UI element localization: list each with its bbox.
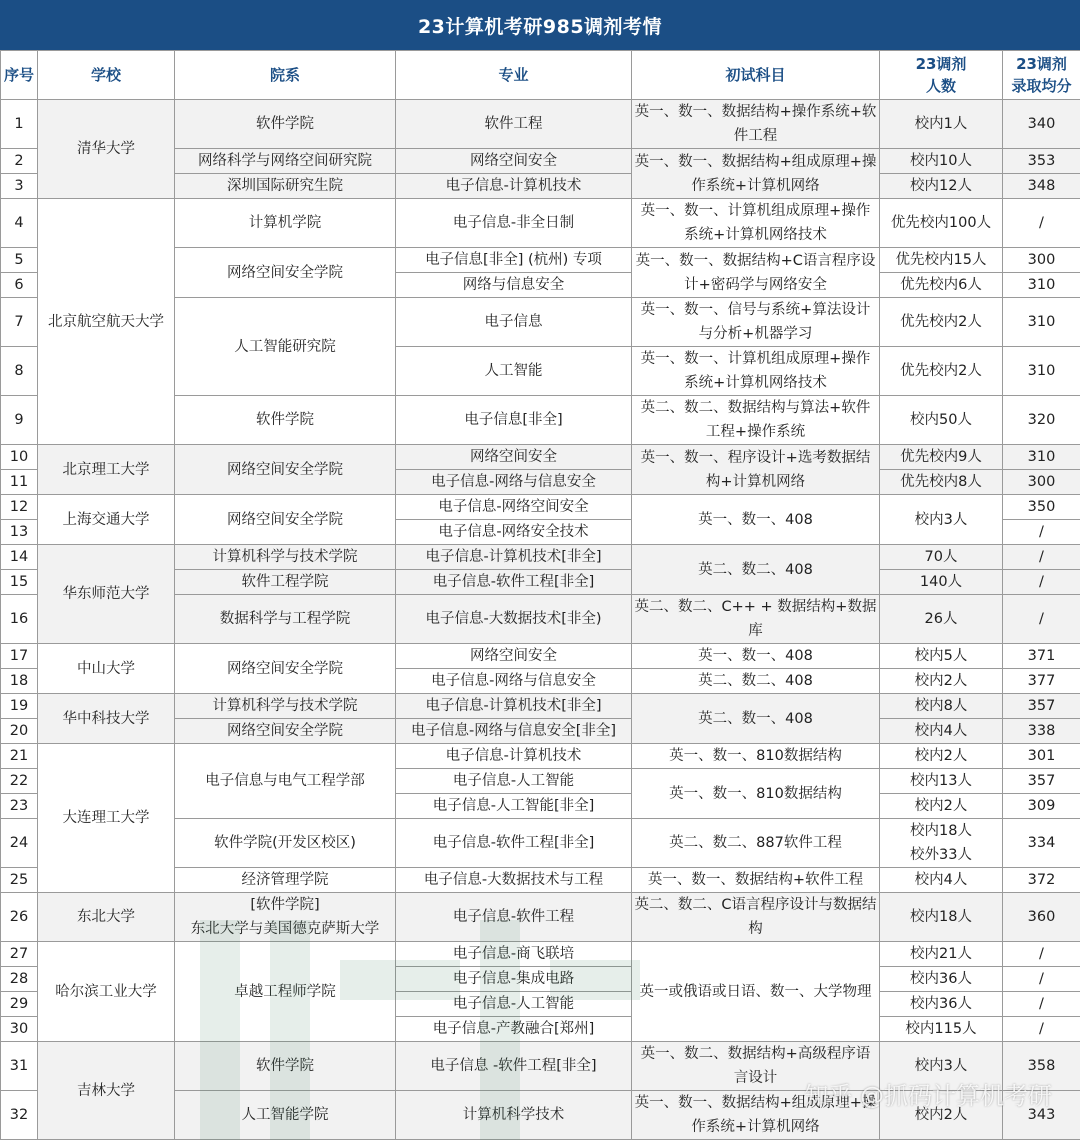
row-no: 18 xyxy=(1,669,38,694)
major-cell: 电子信息 -软件工程[非全] xyxy=(396,1042,632,1091)
subjects-cell: 英一、数一、计算机组成原理+操作系统+计算机网络技术 xyxy=(632,347,880,396)
dept-cell: 网络空间安全学院 xyxy=(175,445,396,495)
school-cell: 吉林大学 xyxy=(38,1042,175,1140)
row-no: 29 xyxy=(1,992,38,1017)
subjects-cell: 英一、数一、信号与系统+算法设计与分析+机器学习 xyxy=(632,298,880,347)
score-cell: / xyxy=(1003,570,1080,595)
score-cell: / xyxy=(1003,199,1080,248)
count-cell: 校内3人 xyxy=(880,1042,1003,1091)
major-cell: 电子信息-网络安全技术 xyxy=(396,520,632,545)
dept-cell: 计算机科学与技术学院 xyxy=(175,545,396,570)
subjects-cell: 英一、数一、810数据结构 xyxy=(632,744,880,769)
count-cell: 校内13人 xyxy=(880,769,1003,794)
major-cell: 电子信息-大数据技术[非全) xyxy=(396,595,632,644)
score-cell: 343 xyxy=(1003,1091,1080,1140)
row-no: 2 xyxy=(1,149,38,174)
table-header-row xyxy=(1,51,1080,100)
dept-cell: 软件学院 xyxy=(175,100,396,149)
dept-cell: 人工智能研究院 xyxy=(175,298,396,396)
school-cell: 北京理工大学 xyxy=(38,445,175,495)
row-no: 19 xyxy=(1,694,38,719)
score-cell: 348 xyxy=(1003,174,1080,199)
major-cell: 计算机科学技术 xyxy=(396,1091,632,1140)
score-cell: / xyxy=(1003,967,1080,992)
count-cell: 校内4人 xyxy=(880,719,1003,744)
count-cell: 校内2人 xyxy=(880,669,1003,694)
subjects-cell: 英一、数一、810数据结构 xyxy=(632,769,880,819)
major-cell: 人工智能 xyxy=(396,347,632,396)
dept-cell: 网络空间安全学院 xyxy=(175,719,396,744)
score-cell: 338 xyxy=(1003,719,1080,744)
header-count xyxy=(880,51,1003,100)
major-cell: 电子信息-软件工程[非全] xyxy=(396,570,632,595)
count-cell: 优先校内6人 xyxy=(880,273,1003,298)
row-no: 20 xyxy=(1,719,38,744)
row-no: 13 xyxy=(1,520,38,545)
major-cell: 电子信息[非全] xyxy=(396,396,632,445)
score-cell: / xyxy=(1003,545,1080,570)
score-cell: / xyxy=(1003,520,1080,545)
table-row xyxy=(1,893,1080,942)
subjects-cell: 英一、数一、数据结构+软件工程 xyxy=(632,868,880,893)
row-no: 25 xyxy=(1,868,38,893)
major-cell: 电子信息-软件工程 xyxy=(396,893,632,942)
table-row xyxy=(1,644,1080,669)
score-cell: 353 xyxy=(1003,149,1080,174)
row-no: 15 xyxy=(1,570,38,595)
row-no: 8 xyxy=(1,347,38,396)
row-no: 9 xyxy=(1,396,38,445)
count-cell: 校内3人 xyxy=(880,495,1003,545)
count-cell: 校内36人 xyxy=(880,967,1003,992)
score-cell: 320 xyxy=(1003,396,1080,445)
score-cell: 310 xyxy=(1003,298,1080,347)
count-cell: 70人 xyxy=(880,545,1003,570)
dept-cell: 电子信息与电气工程学部 xyxy=(175,744,396,819)
subjects-cell: 英二、数二、408 xyxy=(632,545,880,595)
count-cell: 校内2人 xyxy=(880,794,1003,819)
subjects-cell: 英一、数一、计算机组成原理+操作系统+计算机网络技术 xyxy=(632,199,880,248)
dept-cell: 人工智能学院 xyxy=(175,1091,396,1140)
score-cell: 357 xyxy=(1003,694,1080,719)
score-cell: 340 xyxy=(1003,100,1080,149)
score-cell: 350 xyxy=(1003,495,1080,520)
dept-cell: 软件学院 xyxy=(175,396,396,445)
count-cell: 校内2人 xyxy=(880,1091,1003,1140)
count-cell: 校内12人 xyxy=(880,174,1003,199)
count-cell: 校内5人 xyxy=(880,644,1003,669)
school-cell: 大连理工大学 xyxy=(38,744,175,893)
row-no: 10 xyxy=(1,445,38,470)
row-no: 26 xyxy=(1,893,38,942)
dept-cell: 网络空间安全学院 xyxy=(175,495,396,545)
header-no: 序号 xyxy=(1,51,38,100)
major-cell: 电子信息-计算机技术 xyxy=(396,744,632,769)
school-cell: 华东师范大学 xyxy=(38,545,175,644)
dept-cell: 软件学院 xyxy=(175,1042,396,1091)
dept-cell: 软件工程学院 xyxy=(175,570,396,595)
subjects-cell: 英一或俄语或日语、数一、大学物理 xyxy=(632,942,880,1042)
count-cell: 优先校内15人 xyxy=(880,248,1003,273)
row-no: 21 xyxy=(1,744,38,769)
major-cell: 电子信息-大数据技术与工程 xyxy=(396,868,632,893)
count-cell: 校内36人 xyxy=(880,992,1003,1017)
row-no: 23 xyxy=(1,794,38,819)
subjects-cell: 英二、数二、数据结构与算法+软件工程+操作系统 xyxy=(632,396,880,445)
major-cell: 软件工程 xyxy=(396,100,632,149)
row-no: 4 xyxy=(1,199,38,248)
table-row xyxy=(1,445,1080,470)
count-cell: 140人 xyxy=(880,570,1003,595)
row-no: 17 xyxy=(1,644,38,669)
school-cell: 中山大学 xyxy=(38,644,175,694)
major-cell: 电子信息-网络空间安全 xyxy=(396,495,632,520)
row-no: 1 xyxy=(1,100,38,149)
header-score-line1: 23调剂 xyxy=(1016,55,1067,73)
subjects-cell: 英二、数二、408 xyxy=(632,669,880,694)
major-cell: 电子信息-计算机技术 xyxy=(396,174,632,199)
major-cell: 电子信息-集成电路 xyxy=(396,967,632,992)
count-cell xyxy=(880,819,1003,868)
count-cell: 校内4人 xyxy=(880,868,1003,893)
subjects-cell: 英一、数一、数据结构+组成原理+操作系统+计算机网络 xyxy=(632,149,880,199)
subjects-cell: 英一、数一、程序设计+选考数据结构+计算机网络 xyxy=(632,445,880,495)
subjects-cell: 英一、数一、数据结构+C语言程序设计+密码学与网络安全 xyxy=(632,248,880,298)
score-cell: 377 xyxy=(1003,669,1080,694)
row-no: 7 xyxy=(1,298,38,347)
major-cell: 电子信息-人工智能 xyxy=(396,769,632,794)
count-cell: 校内21人 xyxy=(880,942,1003,967)
score-cell: 334 xyxy=(1003,819,1080,868)
major-cell: 电子信息-网络与信息安全[非全] xyxy=(396,719,632,744)
count-cell: 校内115人 xyxy=(880,1017,1003,1042)
school-cell: 东北大学 xyxy=(38,893,175,942)
row-no: 11 xyxy=(1,470,38,495)
score-cell: 309 xyxy=(1003,794,1080,819)
table-row xyxy=(1,199,1080,248)
header-dept: 院系 xyxy=(175,51,396,100)
table-row xyxy=(1,694,1080,719)
major-cell: 电子信息 xyxy=(396,298,632,347)
row-no: 24 xyxy=(1,819,38,868)
count-line1: 校内18人 xyxy=(910,823,972,839)
subjects-cell: 英一、数二、数据结构+高级程序语言设计 xyxy=(632,1042,880,1091)
count-cell: 优先校内2人 xyxy=(880,298,1003,347)
subjects-cell: 英二、数二、C++ + 数据结构+数据库 xyxy=(632,595,880,644)
score-cell: / xyxy=(1003,1017,1080,1042)
subjects-cell: 英一、数一、408 xyxy=(632,495,880,545)
major-cell: 网络空间安全 xyxy=(396,149,632,174)
page-title: 23计算机考研985调剂考情 xyxy=(0,0,1080,50)
table-row xyxy=(1,100,1080,149)
major-cell: 电子信息-网络与信息安全 xyxy=(396,669,632,694)
row-no: 14 xyxy=(1,545,38,570)
major-cell: 电子信息-软件工程[非全] xyxy=(396,819,632,868)
count-cell: 优先校内2人 xyxy=(880,347,1003,396)
count-cell: 优先校内8人 xyxy=(880,470,1003,495)
count-cell: 优先校内9人 xyxy=(880,445,1003,470)
subjects-cell: 英二、数二、887软件工程 xyxy=(632,819,880,868)
major-cell: 电子信息-计算机技术[非全] xyxy=(396,694,632,719)
dept-line2: 东北大学与美国德克萨斯大学 xyxy=(190,921,380,937)
row-no: 5 xyxy=(1,248,38,273)
row-no: 16 xyxy=(1,595,38,644)
score-cell: 310 xyxy=(1003,273,1080,298)
dept-cell xyxy=(175,893,396,942)
header-school: 学校 xyxy=(38,51,175,100)
major-cell: 网络空间安全 xyxy=(396,644,632,669)
subjects-cell: 英二、数二、C语言程序设计与数据结构 xyxy=(632,893,880,942)
score-cell: / xyxy=(1003,942,1080,967)
score-cell: 300 xyxy=(1003,470,1080,495)
count-cell: 校内18人 xyxy=(880,893,1003,942)
row-no: 22 xyxy=(1,769,38,794)
row-no: 31 xyxy=(1,1042,38,1091)
score-cell: 310 xyxy=(1003,445,1080,470)
count-line2: 校外33人 xyxy=(910,847,972,863)
dept-cell: 深圳国际研究生院 xyxy=(175,174,396,199)
subjects-cell: 英一、数一、408 xyxy=(632,644,880,669)
dept-cell: 网络空间安全学院 xyxy=(175,644,396,694)
dept-cell: 网络空间安全学院 xyxy=(175,248,396,298)
watermark-text: 知乎 @抓码计算机考研 xyxy=(804,1082,1052,1110)
score-cell: 372 xyxy=(1003,868,1080,893)
dept-cell: 网络科学与网络空间研究院 xyxy=(175,149,396,174)
major-cell: 电子信息-网络与信息安全 xyxy=(396,470,632,495)
row-no: 12 xyxy=(1,495,38,520)
major-cell: 网络与信息安全 xyxy=(396,273,632,298)
count-cell: 26人 xyxy=(880,595,1003,644)
row-no: 6 xyxy=(1,273,38,298)
count-cell: 校内10人 xyxy=(880,149,1003,174)
dept-line1: [软件学院] xyxy=(250,897,320,913)
score-cell: 357 xyxy=(1003,769,1080,794)
major-cell: 电子信息-产教融合[郑州] xyxy=(396,1017,632,1042)
table-row xyxy=(1,1042,1080,1091)
score-cell: 371 xyxy=(1003,644,1080,669)
row-no: 27 xyxy=(1,942,38,967)
score-cell: 301 xyxy=(1003,744,1080,769)
table-row xyxy=(1,744,1080,769)
major-cell: 电子信息-非全日制 xyxy=(396,199,632,248)
header-count-line1: 23调剂 xyxy=(915,55,967,73)
subjects-cell: 英一、数一、数据结构+操作系统+软件工程 xyxy=(632,100,880,149)
score-cell: 310 xyxy=(1003,347,1080,396)
school-cell: 哈尔滨工业大学 xyxy=(38,942,175,1042)
subjects-cell: 英一、数一、数据结构+组成原理+操作系统+计算机网络 xyxy=(632,1091,880,1140)
score-cell: 360 xyxy=(1003,893,1080,942)
count-cell: 校内50人 xyxy=(880,396,1003,445)
school-cell: 华中科技大学 xyxy=(38,694,175,744)
dept-cell: 卓越工程师学院 xyxy=(175,942,396,1042)
score-cell: 358 xyxy=(1003,1042,1080,1091)
adjustment-table xyxy=(0,50,1080,1140)
header-count-line2: 人数 xyxy=(925,77,956,95)
major-cell: 电子信息-人工智能[非全] xyxy=(396,794,632,819)
table-row xyxy=(1,495,1080,520)
score-cell: 300 xyxy=(1003,248,1080,273)
header-score-line2: 录取均分 xyxy=(1011,77,1072,95)
dept-cell: 软件学院(开发区校区) xyxy=(175,819,396,868)
major-cell: 网络空间安全 xyxy=(396,445,632,470)
dept-cell: 计算机学院 xyxy=(175,199,396,248)
table-row xyxy=(1,545,1080,570)
score-cell: / xyxy=(1003,595,1080,644)
school-cell: 北京航空航天大学 xyxy=(38,199,175,445)
row-no: 32 xyxy=(1,1091,38,1140)
row-no: 3 xyxy=(1,174,38,199)
row-no: 28 xyxy=(1,967,38,992)
count-cell: 优先校内100人 xyxy=(880,199,1003,248)
school-cell: 上海交通大学 xyxy=(38,495,175,545)
header-major: 专业 xyxy=(396,51,632,100)
header-subjects: 初试科目 xyxy=(632,51,880,100)
dept-cell: 计算机科学与技术学院 xyxy=(175,694,396,719)
row-no: 30 xyxy=(1,1017,38,1042)
count-cell: 校内1人 xyxy=(880,100,1003,149)
school-cell: 清华大学 xyxy=(38,100,175,199)
count-cell: 校内8人 xyxy=(880,694,1003,719)
header-score xyxy=(1003,51,1080,100)
major-cell: 电子信息-计算机技术[非全] xyxy=(396,545,632,570)
table-row xyxy=(1,942,1080,967)
count-cell: 校内2人 xyxy=(880,744,1003,769)
dept-cell: 数据科学与工程学院 xyxy=(175,595,396,644)
major-cell: 电子信息-人工智能 xyxy=(396,992,632,1017)
major-cell: 电子信息-商飞联培 xyxy=(396,942,632,967)
dept-cell: 经济管理学院 xyxy=(175,868,396,893)
major-cell: 电子信息[非全] (杭州) 专项 xyxy=(396,248,632,273)
subjects-cell: 英二、数一、408 xyxy=(632,694,880,744)
score-cell: / xyxy=(1003,992,1080,1017)
